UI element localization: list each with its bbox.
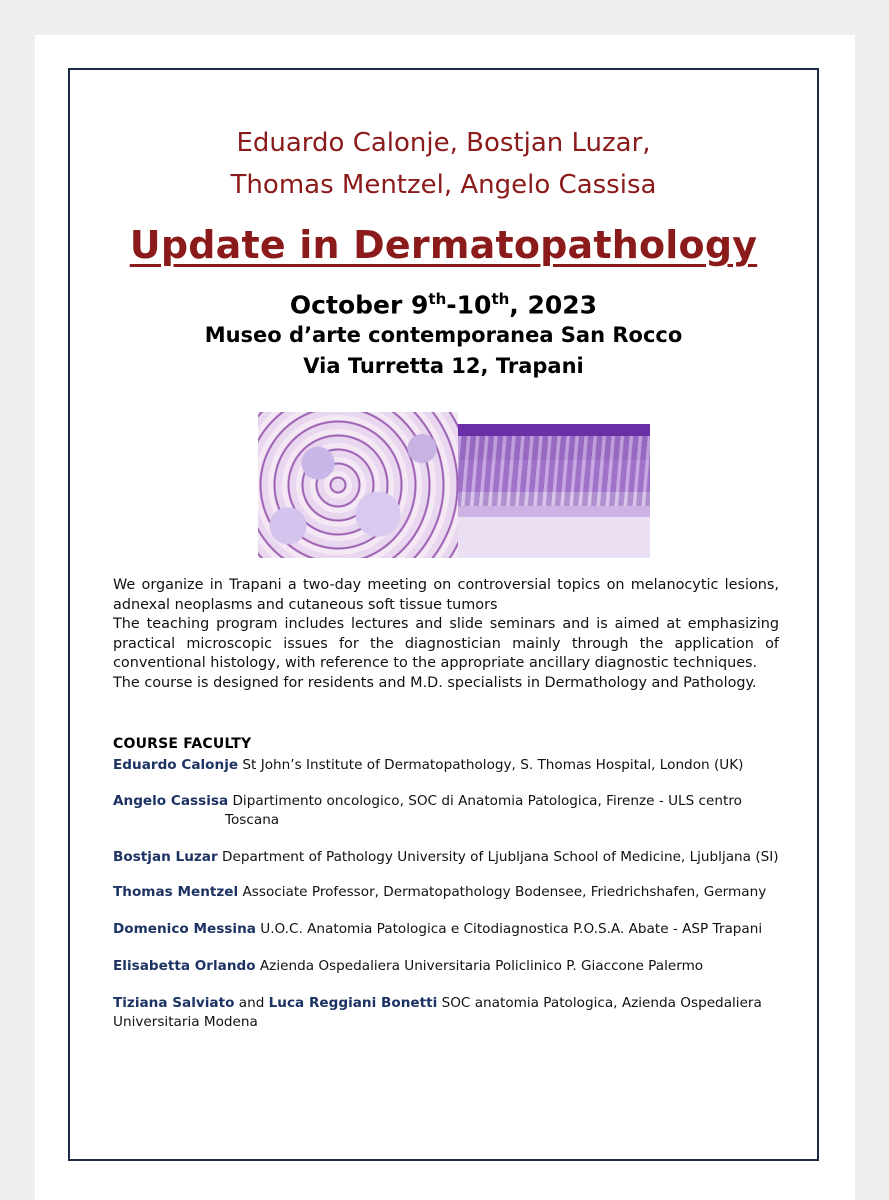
faculty-name: Elisabetta Orlando [113, 958, 256, 974]
date-start: October 9 [289, 290, 429, 320]
faculty-affiliation: Dipartimento oncologico, SOC di Anatomia Patologica, Firenze - ULS centro [228, 793, 742, 809]
date-year: , 2023 [509, 290, 598, 320]
faculty-entry [113, 920, 803, 939]
intro-paragraph-3: The course is designed for residents and M.D. specialists in Dermathology and Pathology. [113, 674, 757, 691]
faculty-entry [113, 883, 803, 902]
venue-name: Museo d’arte contemporanea San Rocco [204, 323, 683, 347]
faculty-entry [113, 848, 803, 867]
event-date [68, 282, 819, 322]
venue-address: Via Turretta 12, Trapani [303, 354, 584, 378]
faculty-affiliation: St John’s Institute of Dermatopathology, S. Thomas Hospital, London (UK) [238, 757, 744, 773]
intro-paragraph-2: The teaching program includes lectures and slide seminars and is aimed at emphasizing practical microscopic issues for the diagnostician mainly through the application of conventional histology, with reference to the appropriate ancillary diagnostic techniques. [113, 616, 779, 671]
faculty-entry [113, 792, 803, 830]
faculty-affiliation: Azienda Ospedaliera Universitaria Policlinico P. Giaccone Palermo [255, 958, 704, 974]
date-end: -10 [446, 290, 492, 320]
authors-line-2: Thomas Mentzel, Angelo Cassisa [230, 170, 657, 200]
faculty-name: Thomas Mentzel [113, 884, 239, 900]
faculty-affiliation: U.O.C. Anatomia Patologica e Citodiagnostica P.O.S.A. Abate - ASP Trapani [255, 921, 763, 937]
histology-image-left [258, 412, 458, 558]
faculty-affiliation: Associate Professor, Dermatopathology Bodensee, Friedrichshafen, Germany [238, 884, 767, 900]
date-suffix-2: th [491, 290, 510, 308]
histology-images [258, 412, 650, 558]
faculty-entry [113, 957, 803, 976]
faculty-name: Tiziana Salviato [113, 995, 235, 1011]
faculty-name: Eduardo Calonje [113, 757, 239, 773]
histology-image-right [458, 412, 650, 558]
faculty-name: Bostjan Luzar [113, 849, 218, 865]
faculty-name: Angelo Cassisa [113, 793, 229, 809]
faculty-joiner: and [234, 995, 269, 1011]
faculty-affiliation-cont: Toscana [225, 812, 280, 828]
faculty-entry [113, 994, 803, 1032]
date-suffix-1: th [428, 290, 447, 308]
venue-block [68, 320, 819, 382]
event-title: Update in Dermatopathology [129, 223, 758, 267]
intro-paragraph-1: We organize in Trapani a two-day meeting on controversial topics on melanocytic lesions, adnexal neoplasms and cutaneous soft tissue tumors [113, 577, 779, 613]
authors-line-1: Eduardo Calonje, Bostjan Luzar, [236, 128, 651, 158]
faculty-affiliation: SOC anatomia Patologica, Azienda Ospedaliera [437, 995, 762, 1011]
faculty-name: Domenico Messina [113, 921, 256, 937]
intro-text [113, 576, 779, 693]
faculty-name-2: Luca Reggiani Bonetti [268, 995, 438, 1011]
faculty-heading: COURSE FACULTY [113, 736, 252, 752]
faculty-entry [113, 756, 803, 775]
faculty-affiliation-cont: Universitaria Modena [113, 1014, 258, 1030]
faculty-affiliation: Department of Pathology University of Ljubljana School of Medicine, Ljubljana (SI) [217, 849, 779, 865]
authors-block [68, 122, 819, 206]
